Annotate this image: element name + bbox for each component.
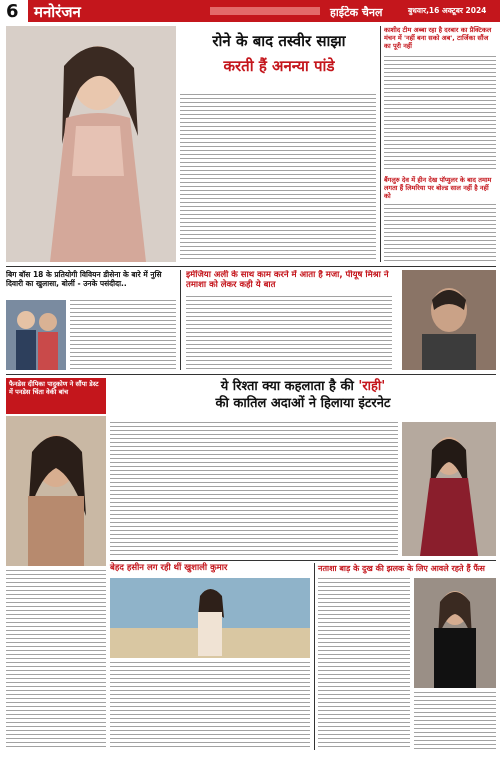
- bottom-story-2-body-2: [414, 692, 496, 750]
- tweet-headline: फैनडेस दीपिका पादुकोण ने सौंपा डेस्ट में पनडेस चिंता वेकी बांच: [9, 380, 99, 396]
- lead-headline-line2: करती हैं अनन्या पांडे: [223, 57, 335, 75]
- feature-body-text: [110, 422, 398, 556]
- page-number: 6: [0, 0, 28, 22]
- mid-left-headline: बिग बॉस 18 के प्रतियोगी विवियन डीसेना के बारे में नुसि दिवारी का खुलासा, बोलीं - उनके पसंदीदा..: [6, 270, 162, 288]
- mid-divider: [180, 270, 181, 370]
- bottom-story-2-body: [318, 578, 410, 750]
- lead-photo: [6, 26, 176, 262]
- section-title: मनोरंजन: [34, 3, 81, 21]
- bottom-story-1-body: [110, 662, 310, 750]
- issue-date: बुधवार,16 अक्टूबर 2024: [408, 6, 487, 15]
- sidebar-story-2-headline: बैंगलुरु देव में हीन देख पॉप्युलर के बाद तमाम लगता हैं लिमरिया पर बोल्ड साल नहीं है नहीं को: [384, 176, 492, 200]
- khushali-beach-image: [110, 578, 310, 658]
- mid-right-story: [186, 270, 398, 292]
- paper-name: हाईटेक चैनल: [330, 6, 383, 19]
- mid-right-photo: [402, 270, 496, 370]
- deepika-portrait-image: [6, 416, 106, 566]
- bottom-story-1-headline: बेहद हसीन लग रही थीं खुशाली कुमार: [110, 563, 228, 573]
- tweet-box: [6, 378, 106, 414]
- sidebar-story-1-body: [384, 56, 496, 172]
- bottom-divider: [314, 563, 315, 750]
- natasha-portrait-image: [414, 578, 496, 688]
- mid-left-story: [6, 270, 176, 298]
- mid-left-photo: [6, 300, 66, 370]
- actress-figure-image: [6, 26, 176, 262]
- horizontal-rule-3: [110, 560, 496, 561]
- sidebar-story-2-body: [384, 204, 496, 262]
- lead-headline: [180, 26, 378, 90]
- feature-headline-part1: ये रिश्ता क्या कहलाता है की: [220, 379, 359, 394]
- horizontal-rule-1: [6, 266, 496, 267]
- feature-headline-quote: 'राही': [358, 379, 386, 394]
- feature-headline: [110, 378, 496, 418]
- feature-headline-line2: की कातिल अदाओं ने हिलाया इंटरनेट: [215, 396, 391, 411]
- bottom-story-2: [318, 563, 496, 574]
- mid-right-headline: इमेजिया अली के साथ काम करने में आता है मजा, पीयूष मिश्रा ने तमाशा को लेकर कही ये बात: [186, 270, 389, 290]
- horizontal-rule-2: [6, 374, 496, 375]
- masthead-strip: [210, 7, 320, 15]
- masthead: [0, 0, 500, 22]
- tweet-body: [6, 570, 106, 750]
- actor-portrait-image: [402, 270, 496, 370]
- sidebar-divider: [380, 26, 381, 262]
- mid-left-body: [70, 300, 176, 370]
- tweet-photo: [6, 416, 106, 566]
- sidebar-story-2: [384, 176, 496, 202]
- bottom-story-1: [110, 563, 310, 574]
- feature-photo: [402, 422, 496, 556]
- actress-saree-image: [402, 422, 496, 556]
- lead-headline-line1: रोने के बाद तस्वीर साझा: [212, 32, 346, 50]
- sidebar-story-1-headline: काशीद टीम अब्बा रहा है दरबार का प्रैक्टिकल मंचन में 'नहीं बना सको अब', टार्जिका सौंज का पूरी नहीं: [384, 26, 492, 50]
- lead-body-text: [180, 94, 376, 262]
- contestants-image: [6, 300, 66, 370]
- sidebar-story-1: [384, 26, 496, 52]
- bottom-story-1-photo: [110, 578, 310, 658]
- bottom-story-2-headline: नताशा बाड़ के दुख की झलक के लिए आवले रहते हैं फैंस: [318, 564, 485, 573]
- mid-right-body: [186, 296, 392, 370]
- bottom-story-2-photo: [414, 578, 496, 688]
